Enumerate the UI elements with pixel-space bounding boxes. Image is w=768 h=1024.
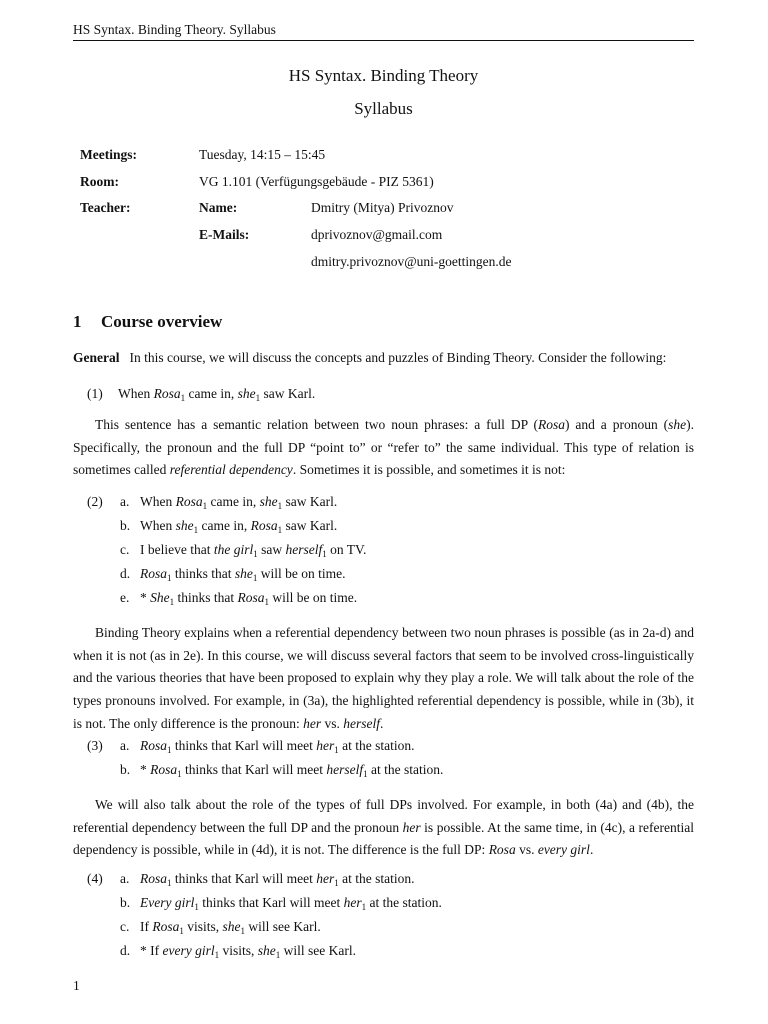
- meetings-value: Tuesday, 14:15 – 15:45: [199, 147, 326, 162]
- emails-label: E-Mails:: [199, 227, 250, 242]
- general-text: In this course, we will discuss the concepts and puzzles of Binding Theory. Consider the following:: [129, 350, 667, 365]
- example-2a: When Rosa$_1$ came in, she$_1$ saw Karl.: [140, 494, 338, 511]
- paragraph-full-dps: We will also talk about the role of the types of full DPs involved. For example, in both (4a) and (4b), the referential dependency between the full DP and the pronoun her is possible. At the same time, in (4c), a referential dependency is possible, while in (4d), it is not. The difference is the full DP: Rosa vs. every girl.: [73, 797, 694, 858]
- example-2-number: (2): [87, 494, 103, 509]
- email-primary[interactable]: dprivoznov@gmail.com: [311, 227, 443, 242]
- example-2d-letter: d.: [120, 566, 131, 581]
- example-4c-letter: c.: [120, 919, 130, 934]
- example-1-number: (1): [87, 386, 103, 401]
- example-4c: If Rosa$_1$ visits, she$_1$ will see Karl.: [140, 919, 321, 936]
- example-3a-letter: a.: [120, 738, 130, 753]
- example-4b: Every girl$_1$ thinks that Karl will meet her$_1$ at the station.: [140, 895, 442, 912]
- header-rule: [73, 40, 694, 41]
- paragraph-binding-theory: Binding Theory explains when a referential dependency between two noun phrases is possible (as in 2a-d) and when it is not (as in 2e). In this course, we will discuss several factors that seem to be involved cross-linguistically and the various theories that have been proposed to explain why they play a role. We will talk about the role of the types pronouns involved. For example, in (3a), the highlighted referential dependency is possible, while in (3b), it is not. The only difference is the pronoun: her vs. herself.: [73, 625, 694, 731]
- meetings-label: Meetings:: [80, 147, 137, 162]
- example-2b: When she$_1$ came in, Rosa$_1$ saw Karl.: [140, 518, 338, 535]
- paragraph-referential-dependency: This sentence has a semantic relation between two noun phrases: a full DP (Rosa) and a pronoun (she). Specifically, the pronoun and the full DP “point to” or “refer to” the same individual. This type of relation is sometimes called referential dependency. Sometimes it is possible, and sometimes it is not:: [73, 417, 694, 478]
- room-label: Room:: [80, 174, 119, 189]
- example-3-number: (3): [87, 738, 103, 753]
- running-head: HS Syntax. Binding Theory. Syllabus: [73, 22, 276, 37]
- general-lead: General: [73, 350, 120, 365]
- example-2e-letter: e.: [120, 590, 130, 605]
- example-4b-letter: b.: [120, 895, 131, 910]
- example-2d: Rosa$_1$ thinks that she$_1$ will be on time.: [140, 566, 346, 583]
- general-paragraph: [73, 347, 694, 370]
- page-number: 1: [73, 978, 80, 993]
- example-4a-letter: a.: [120, 871, 130, 886]
- document-subtitle: Syllabus: [354, 99, 413, 118]
- example-3b-letter: b.: [120, 762, 131, 777]
- example-2a-letter: a.: [120, 494, 130, 509]
- document-title: HS Syntax. Binding Theory: [288, 66, 479, 85]
- example-3a: Rosa$_1$ thinks that Karl will meet her$_1$ at the station.: [140, 738, 415, 755]
- example-2c: I believe that the girl$_1$ saw herself$_1$ on TV.: [140, 542, 367, 559]
- example-4a: Rosa$_1$ thinks that Karl will meet her$_1$ at the station.: [140, 871, 415, 888]
- section-number: 1: [73, 312, 82, 331]
- example-2b-letter: b.: [120, 518, 131, 533]
- section-heading: [73, 312, 222, 332]
- example-2e: * She$_1$ thinks that Rosa$_1$ will be on time.: [140, 590, 358, 607]
- section-title: Course overview: [101, 312, 223, 331]
- example-3b: * Rosa$_1$ thinks that Karl will meet herself$_1$ at the station.: [140, 762, 444, 779]
- example-1: When Rosa$_1$ came in, she$_1$ saw Karl.: [118, 386, 316, 403]
- name-label: Name:: [199, 200, 238, 215]
- room-value: VG 1.101 (Verfügungsgebäude - PIZ 5361): [199, 174, 434, 189]
- example-4d-letter: d.: [120, 943, 131, 958]
- email-secondary[interactable]: dmitry.privoznov@uni-goettingen.de: [311, 254, 512, 269]
- teacher-label: Teacher:: [80, 200, 131, 215]
- example-2c-letter: c.: [120, 542, 130, 557]
- example-4d: * If every girl$_1$ visits, she$_1$ will see Karl.: [140, 943, 356, 960]
- name-value: Dmitry (Mitya) Privoznov: [311, 200, 454, 215]
- example-4-number: (4): [87, 871, 103, 886]
